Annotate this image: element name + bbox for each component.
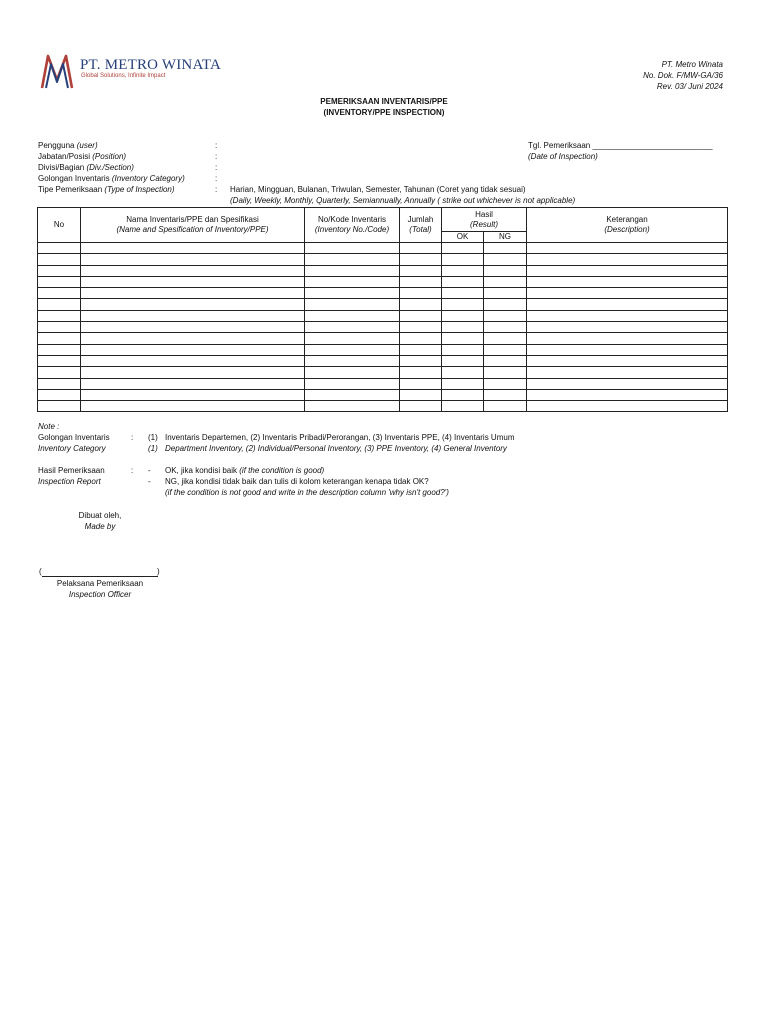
dash: - bbox=[148, 477, 151, 486]
table-cell[interactable] bbox=[38, 299, 81, 310]
table-cell[interactable] bbox=[400, 355, 442, 366]
table-cell[interactable] bbox=[527, 243, 728, 254]
table-cell[interactable] bbox=[442, 389, 484, 400]
note-heading: Note : bbox=[38, 422, 60, 431]
table-cell[interactable] bbox=[400, 367, 442, 378]
table-cell[interactable] bbox=[81, 243, 305, 254]
inspection-type-options-en: (Daily, Weekly, Monthly, Quarterly, Semiannually, Annually ( strike out whichever is not applicable) bbox=[230, 196, 576, 205]
table-cell[interactable] bbox=[442, 333, 484, 344]
table-row bbox=[38, 310, 728, 321]
table-cell[interactable] bbox=[81, 355, 305, 366]
table-cell[interactable] bbox=[305, 401, 400, 412]
table-cell[interactable] bbox=[484, 254, 527, 265]
table-cell[interactable] bbox=[527, 378, 728, 389]
table-cell[interactable] bbox=[305, 367, 400, 378]
column-header-result: Hasil (Result) bbox=[442, 208, 527, 232]
table-cell[interactable] bbox=[305, 265, 400, 276]
table-cell[interactable] bbox=[484, 322, 527, 333]
column-header-no: No bbox=[38, 208, 81, 243]
table-cell[interactable] bbox=[400, 310, 442, 321]
table-cell[interactable] bbox=[400, 299, 442, 310]
table-cell[interactable] bbox=[305, 333, 400, 344]
table-cell[interactable] bbox=[400, 389, 442, 400]
note-ok-text: OK, jika kondisi baik (if the condition is good) bbox=[165, 466, 325, 475]
table-cell[interactable] bbox=[305, 344, 400, 355]
signature-line[interactable] bbox=[42, 568, 158, 577]
note-category-text-en: Department Inventory, (2) Individual/Personal Inventory, (3) PPE Inventory, (4) General Inventory bbox=[165, 444, 507, 453]
table-cell[interactable] bbox=[527, 299, 728, 310]
table-cell[interactable] bbox=[484, 288, 527, 299]
note-result-label-en: Inspection Report bbox=[38, 477, 101, 486]
table-cell[interactable] bbox=[305, 355, 400, 366]
table-cell[interactable] bbox=[527, 389, 728, 400]
column-header-name: Nama Inventaris/PPE dan Spesifikasi (Name and Spesification of Inventory/PPE) bbox=[81, 208, 305, 243]
table-row bbox=[38, 401, 728, 412]
dash: - bbox=[148, 466, 151, 475]
table-cell[interactable] bbox=[38, 389, 81, 400]
column-header-total: Jumlah (Total) bbox=[400, 208, 442, 243]
field-inspection-type: Tipe Pemeriksaan (Type of Inspection) bbox=[38, 185, 175, 194]
field-user: Pengguna (user) bbox=[38, 141, 98, 150]
table-cell[interactable] bbox=[484, 276, 527, 287]
table-row bbox=[38, 322, 728, 333]
inventory-table bbox=[37, 207, 728, 412]
table-cell[interactable] bbox=[484, 355, 527, 366]
table-cell[interactable] bbox=[305, 310, 400, 321]
table-row bbox=[38, 378, 728, 389]
table-cell[interactable] bbox=[400, 243, 442, 254]
inspection-officer-label-en: Inspection Officer bbox=[68, 590, 132, 599]
table-cell[interactable] bbox=[442, 265, 484, 276]
note-category-num-en: (1) bbox=[148, 444, 158, 453]
table-cell[interactable] bbox=[442, 299, 484, 310]
company-name: PT. Metro Winata bbox=[661, 60, 723, 69]
table-cell[interactable] bbox=[305, 322, 400, 333]
table-cell[interactable] bbox=[484, 299, 527, 310]
inspection-date-field[interactable]: Tgl. Pemeriksaan ___________________________ bbox=[528, 141, 713, 150]
table-cell[interactable] bbox=[442, 367, 484, 378]
table-cell[interactable] bbox=[38, 254, 81, 265]
table-row bbox=[38, 276, 728, 287]
table-cell[interactable] bbox=[484, 389, 527, 400]
table-cell[interactable] bbox=[527, 276, 728, 287]
table-cell[interactable] bbox=[527, 344, 728, 355]
note-category-text: Inventaris Departemen, (2) Inventaris Pribadi/Perorangan, (3) Inventaris PPE, (4) Inventaris Umum bbox=[165, 433, 515, 442]
note-category-num: (1) bbox=[148, 433, 158, 442]
table-cell[interactable] bbox=[527, 310, 728, 321]
table-cell[interactable] bbox=[38, 322, 81, 333]
table-row bbox=[38, 344, 728, 355]
table-cell[interactable] bbox=[527, 265, 728, 276]
colon: : bbox=[215, 152, 218, 161]
table-cell[interactable] bbox=[81, 310, 305, 321]
table-cell[interactable] bbox=[527, 254, 728, 265]
table-cell[interactable] bbox=[81, 389, 305, 400]
table-row bbox=[38, 299, 728, 310]
table-cell[interactable] bbox=[400, 265, 442, 276]
table-cell[interactable] bbox=[81, 265, 305, 276]
table-cell[interactable] bbox=[305, 254, 400, 265]
table-cell[interactable] bbox=[305, 276, 400, 287]
table-cell[interactable] bbox=[484, 265, 527, 276]
made-by-label: Dibuat oleh, bbox=[78, 511, 122, 520]
table-cell[interactable] bbox=[81, 322, 305, 333]
table-cell[interactable] bbox=[527, 355, 728, 366]
table-cell[interactable] bbox=[527, 333, 728, 344]
field-inventory-category: Golongan Inventaris (Inventory Category) bbox=[38, 174, 185, 183]
logo-company-name: PT. METRO WINATA bbox=[80, 57, 222, 73]
table-cell[interactable] bbox=[400, 288, 442, 299]
table-cell[interactable] bbox=[484, 367, 527, 378]
table-cell[interactable] bbox=[81, 254, 305, 265]
table-cell[interactable] bbox=[38, 333, 81, 344]
table-row bbox=[38, 288, 728, 299]
table-cell[interactable] bbox=[400, 322, 442, 333]
table-cell[interactable] bbox=[38, 310, 81, 321]
column-header-description: Keterangan (Description) bbox=[527, 208, 728, 243]
table-cell[interactable] bbox=[38, 276, 81, 287]
table-cell[interactable] bbox=[38, 401, 81, 412]
table-cell[interactable] bbox=[442, 355, 484, 366]
table-cell[interactable] bbox=[81, 378, 305, 389]
table-cell[interactable] bbox=[81, 299, 305, 310]
inspection-officer-label: Pelaksana Pemeriksaan bbox=[56, 579, 144, 588]
table-row bbox=[38, 367, 728, 378]
table-cell[interactable] bbox=[305, 243, 400, 254]
table-cell[interactable] bbox=[38, 243, 81, 254]
table-cell[interactable] bbox=[81, 367, 305, 378]
document-info bbox=[643, 59, 723, 92]
note-ng-text-en: (if the condition is not good and write in the description column 'why isn't good?') bbox=[165, 488, 449, 497]
column-header-ng: NG bbox=[484, 232, 527, 243]
title-line-2: (INVENTORY/PPE INSPECTION) bbox=[323, 108, 445, 117]
table-cell[interactable] bbox=[400, 378, 442, 389]
table-cell[interactable] bbox=[442, 288, 484, 299]
table-row bbox=[38, 254, 728, 265]
table-row bbox=[38, 355, 728, 366]
table-cell[interactable] bbox=[400, 333, 442, 344]
table-cell[interactable] bbox=[527, 401, 728, 412]
colon: : bbox=[131, 466, 134, 475]
table-cell[interactable] bbox=[81, 333, 305, 344]
note-category-label: Golongan Inventaris bbox=[38, 433, 110, 442]
signature-paren-close: ) bbox=[157, 567, 160, 576]
table-cell[interactable] bbox=[81, 276, 305, 287]
table-cell[interactable] bbox=[442, 254, 484, 265]
table-body[interactable] bbox=[38, 243, 728, 412]
colon: : bbox=[215, 141, 218, 150]
table-cell[interactable] bbox=[400, 254, 442, 265]
table-cell[interactable] bbox=[38, 265, 81, 276]
made-by-label-en: Made by bbox=[84, 522, 116, 531]
note-category-label-en: Inventory Category bbox=[38, 444, 106, 453]
document-number: No. Dok. F/MW-GA/36 bbox=[643, 71, 723, 80]
column-header-ok: OK bbox=[442, 232, 484, 243]
page-title bbox=[0, 96, 768, 118]
table-cell[interactable] bbox=[38, 355, 81, 366]
colon: : bbox=[215, 185, 218, 194]
inspection-date-label-en: (Date of Inspection) bbox=[528, 152, 598, 161]
table-cell[interactable] bbox=[442, 401, 484, 412]
table-cell[interactable] bbox=[38, 344, 81, 355]
table-cell[interactable] bbox=[484, 378, 527, 389]
note-ng-text: NG, jika kondisi tidak baik dan tulis di kolom keterangan kenapa tidak OK? bbox=[165, 477, 429, 486]
table-cell[interactable] bbox=[400, 344, 442, 355]
table-cell[interactable] bbox=[484, 310, 527, 321]
logo-tagline: Global Solutions, Infinite Impact bbox=[81, 73, 166, 79]
table-cell[interactable] bbox=[484, 243, 527, 254]
field-division: Divisi/Bagian (Div./Section) bbox=[38, 163, 134, 172]
table-cell[interactable] bbox=[527, 288, 728, 299]
table-cell[interactable] bbox=[38, 288, 81, 299]
table-cell[interactable] bbox=[442, 276, 484, 287]
table-cell[interactable] bbox=[81, 401, 305, 412]
colon: : bbox=[215, 163, 218, 172]
company-logo-icon bbox=[40, 50, 74, 90]
table-cell[interactable] bbox=[400, 276, 442, 287]
signature-paren-open: ( bbox=[39, 567, 42, 576]
table-cell[interactable] bbox=[484, 401, 527, 412]
table-cell[interactable] bbox=[442, 243, 484, 254]
table-row bbox=[38, 333, 728, 344]
table-cell[interactable] bbox=[305, 389, 400, 400]
table-cell[interactable] bbox=[38, 378, 81, 389]
colon: : bbox=[131, 433, 134, 442]
table-cell[interactable] bbox=[527, 322, 728, 333]
note-result-label: Hasil Pemeriksaan bbox=[38, 466, 105, 475]
table-cell[interactable] bbox=[484, 333, 527, 344]
table-row bbox=[38, 243, 728, 254]
title-line-1: PEMERIKSAAN INVENTARIS/PPE bbox=[320, 97, 448, 106]
table-cell[interactable] bbox=[442, 344, 484, 355]
table-cell[interactable] bbox=[38, 367, 81, 378]
table-cell[interactable] bbox=[81, 344, 305, 355]
revision: Rev. 03/ Juni 2024 bbox=[656, 82, 723, 91]
table-cell[interactable] bbox=[81, 288, 305, 299]
table-cell[interactable] bbox=[527, 367, 728, 378]
colon: : bbox=[215, 174, 218, 183]
table-cell[interactable] bbox=[442, 310, 484, 321]
table-cell[interactable] bbox=[442, 378, 484, 389]
table-cell[interactable] bbox=[442, 322, 484, 333]
table-cell[interactable] bbox=[484, 344, 527, 355]
field-position: Jabatan/Posisi (Position) bbox=[38, 152, 127, 161]
table-cell[interactable] bbox=[305, 378, 400, 389]
table-cell[interactable] bbox=[305, 299, 400, 310]
inspection-type-options: Harian, Mingguan, Bulanan, Triwulan, Semester, Tahunan (Coret yang tidak sesuai) bbox=[230, 185, 526, 194]
table-row bbox=[38, 389, 728, 400]
column-header-code: No/Kode Inventaris (Inventory No./Code) bbox=[305, 208, 400, 243]
table-cell[interactable] bbox=[305, 288, 400, 299]
table-cell[interactable] bbox=[400, 401, 442, 412]
table-row bbox=[38, 265, 728, 276]
